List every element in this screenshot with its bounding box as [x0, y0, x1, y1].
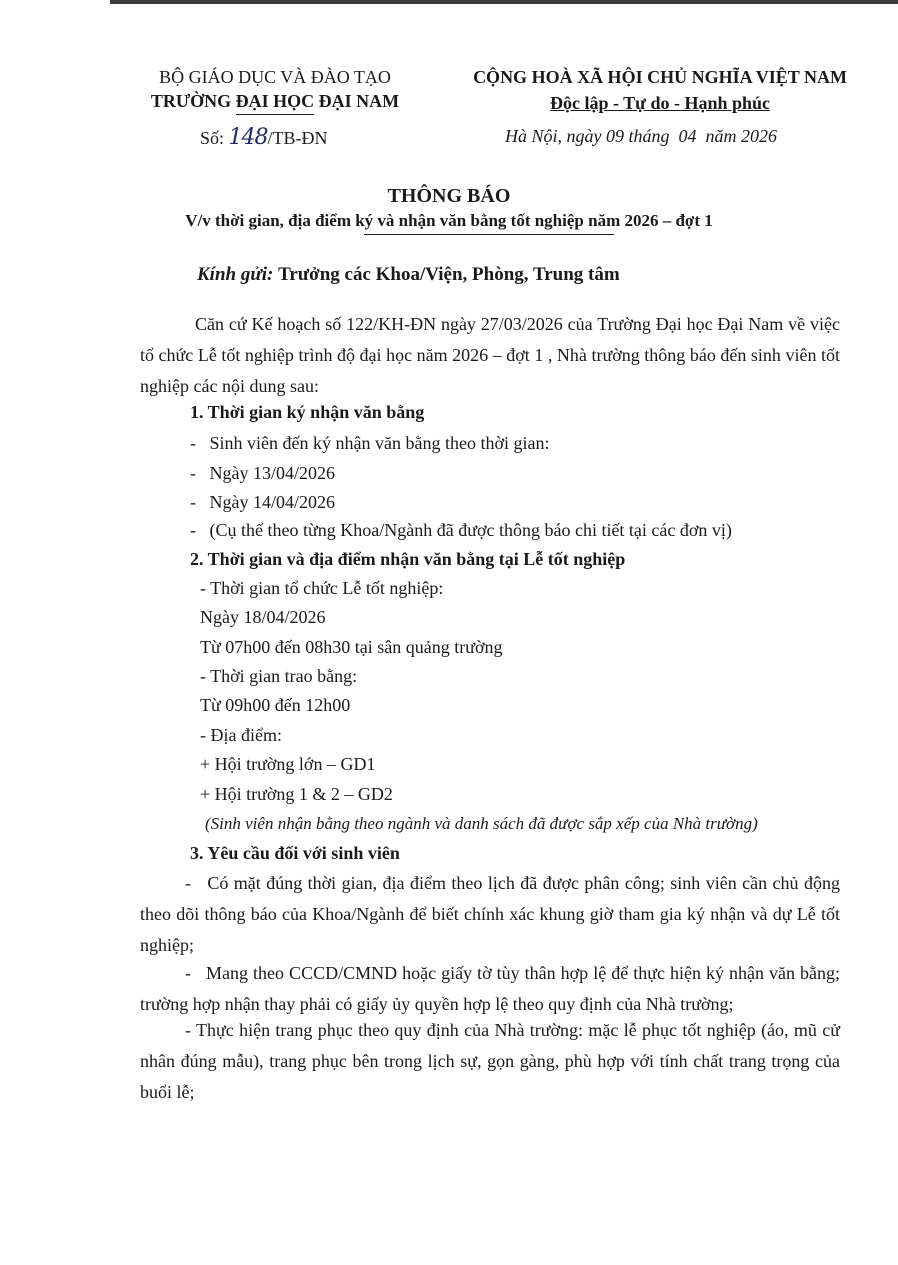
section2-line: + Hội trường 1 & 2 – GD2	[200, 784, 393, 804]
section2-line: - Thời gian tổ chức Lễ tốt nghiệp:	[200, 578, 444, 598]
recipient-line	[197, 264, 620, 286]
intro-paragraph: Căn cứ Kế hoạch số 122/KH-ĐN ngày 27/03/2026 của Trường Đại học Đại Nam về việc tổ chức Lễ tốt nghiệp trình độ đại học năm 2026 – đợt 1 , Nhà trường thông báo đến sinh viên tốt nghiệp các nội dung sau:	[140, 314, 840, 396]
section1-item: - (Cụ thể theo từng Khoa/Ngành đã được thông báo chi tiết tại các đơn vị)	[190, 520, 732, 540]
number-prefix: Số:	[200, 128, 225, 148]
section2-line: Từ 07h00 đến 08h30 tại sân quảng trường	[200, 637, 503, 657]
section3-heading: 3. Yêu cầu đối với sinh viên	[190, 843, 400, 863]
school-underline	[236, 114, 314, 115]
national-motto: Độc lập - Tự do - Hạnh phúc	[549, 93, 771, 113]
section2-line: Ngày 18/04/2026	[200, 607, 326, 627]
handwritten-number: 148	[228, 125, 268, 150]
scan-edge	[110, 0, 898, 4]
section1-item: - Sinh viên đến ký nhận văn bằng theo thời gian:	[190, 433, 550, 453]
document-title: THÔNG BÁO	[387, 185, 511, 207]
section2-heading: 2. Thời gian và địa điểm nhận văn bằng tại Lễ tốt nghiệp	[190, 549, 626, 569]
school-name: TRƯỜNG ĐẠI HỌC ĐẠI NAM	[150, 91, 400, 111]
section1-item: - Ngày 13/04/2026	[190, 463, 335, 483]
section2-line: - Thời gian trao bằng:	[200, 666, 358, 686]
document-number	[200, 125, 328, 150]
country-name: CỘNG HOÀ XÃ HỘI CHỦ NGHĨA VIỆT NAM	[473, 67, 847, 87]
section3-paragraph: - Thực hiện trang phục theo quy định của Nhà trường: mặc lễ phục tốt nghiệp (áo, mũ cử nhân đúng mẫu), trang phục bên trong lịch sự, gọn gàng, phù hợp với tính chất trang trọng của buổi lễ;	[140, 1020, 840, 1102]
section2-note: (Sinh viên nhận bằng theo ngành và danh sách đã được sắp xếp của Nhà trường)	[205, 814, 758, 833]
date-line: Hà Nội, ngày 09 tháng 04 năm 2026	[505, 126, 777, 146]
section2-line: Từ 09h00 đến 12h00	[200, 695, 351, 715]
section2-line: + Hội trường lớn – GD1	[200, 754, 376, 774]
section1-heading: 1. Thời gian ký nhận văn bằng	[190, 402, 425, 422]
section2-line: - Địa điểm:	[200, 725, 282, 745]
recipient-label: Kính gửi:	[197, 264, 274, 285]
subtitle-underline	[364, 234, 614, 235]
number-suffix: /TB-ĐN	[267, 128, 328, 148]
recipient-value: Trưởng các Khoa/Viện, Phòng, Trung tâm	[278, 264, 620, 285]
document-subtitle: V/v thời gian, địa điểm ký và nhận văn bằng tốt nghiệp năm 2026 – đợt 1	[185, 211, 713, 230]
section3-paragraph: - Mang theo CCCD/CMND hoặc giấy tờ tùy thân hợp lệ để thực hiện ký nhận văn bằng; trường hợp nhận thay phải có giấy ủy quyền hợp lệ theo quy định của Nhà trường;	[140, 963, 845, 1014]
section1-item: - Ngày 14/04/2026	[190, 492, 335, 512]
section3-paragraph: - Có mặt đúng thời gian, địa điểm theo lịch đã được phân công; sinh viên cần chủ động theo dõi thông báo của Khoa/Ngành để biết chính xác khung giờ tham gia ký nhận và dự Lễ tốt nghiệp;	[140, 873, 845, 955]
ministry-name: BỘ GIÁO DỤC VÀ ĐÀO TẠO	[159, 67, 391, 87]
